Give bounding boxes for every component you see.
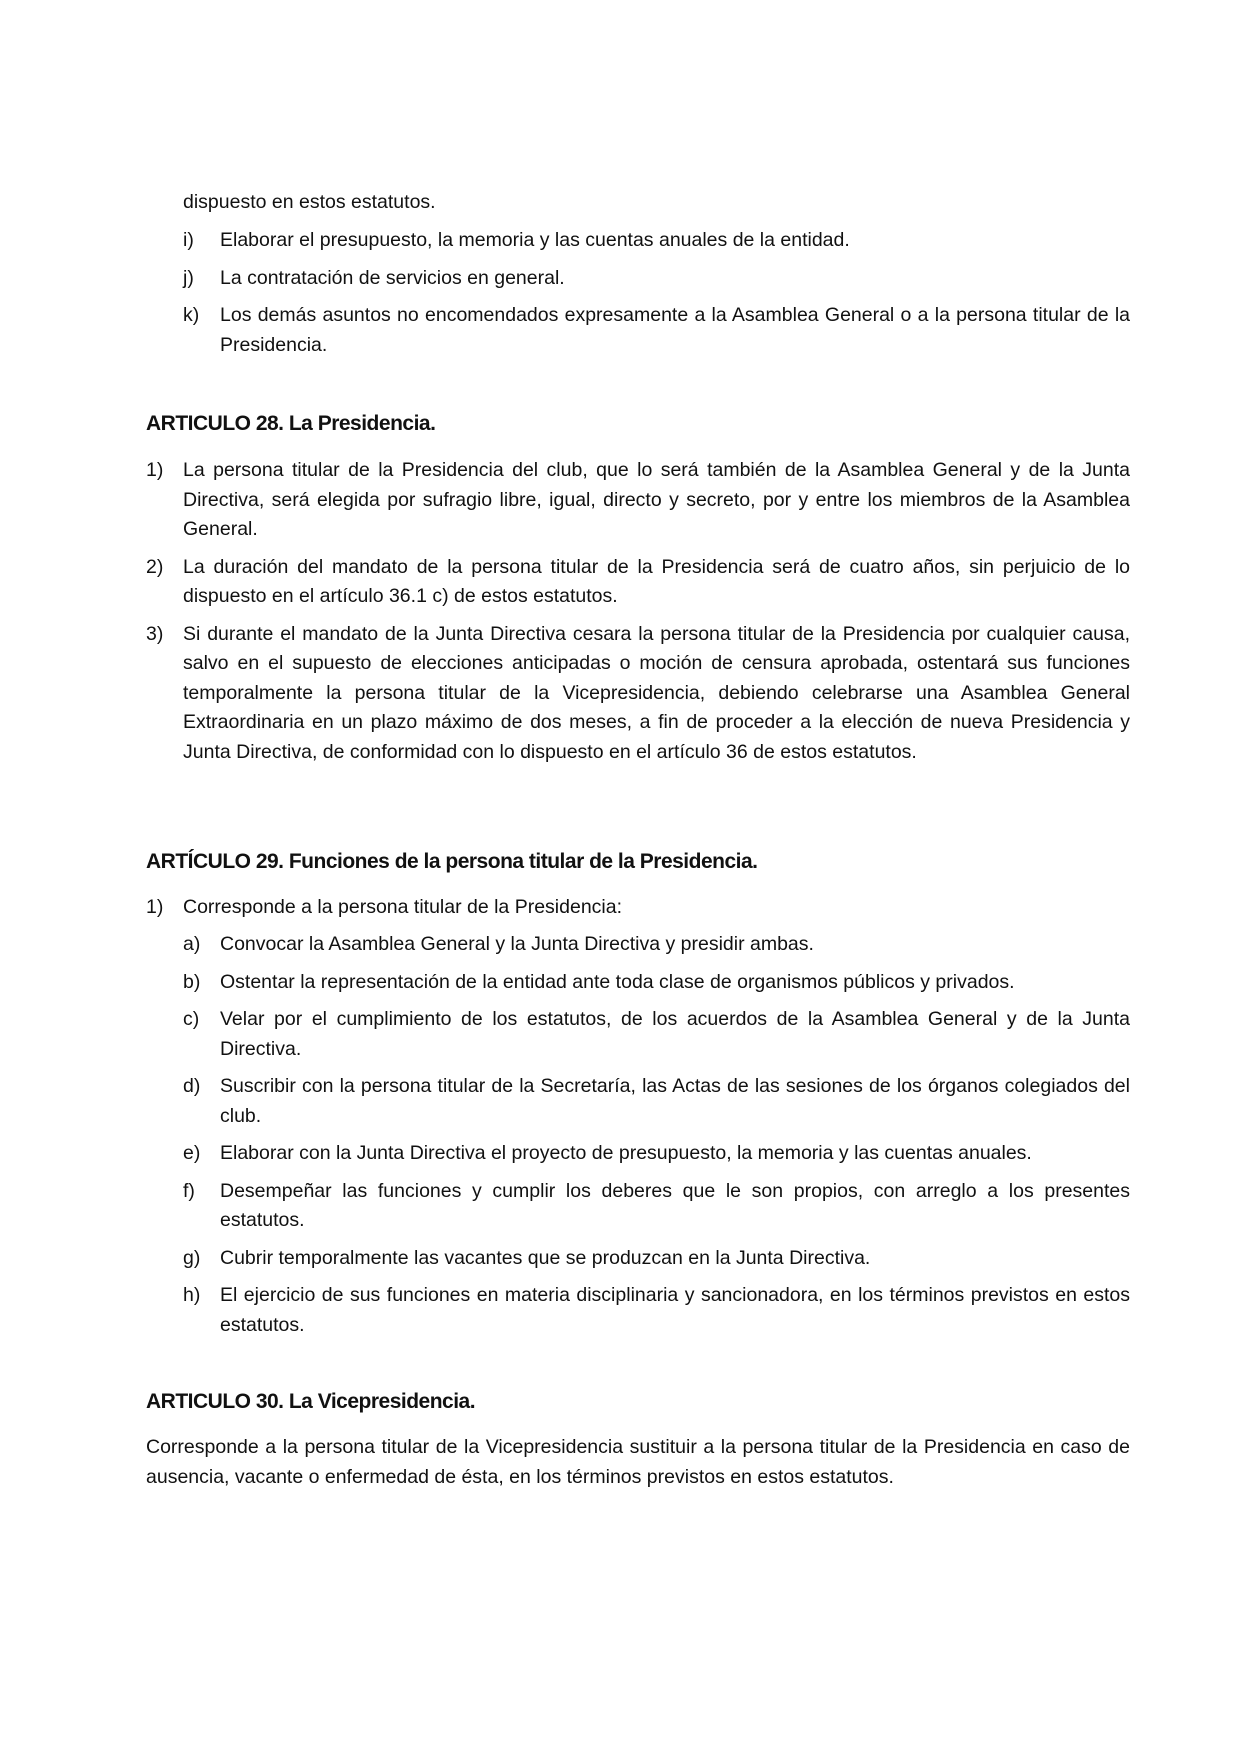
list-item: c) Velar por el cumplimiento de los estatutos, de los acuerdos de la Asamblea General y de la Junta Directiva. (183, 1005, 1130, 1064)
list-item: 1) La persona titular de la Presidencia del club, que lo será también de la Asamblea General y de la Junta Directiva, será elegida por sufragio libre, igual, directo y secreto, por y entre los miembros de la Asamblea General. (146, 456, 1130, 545)
article-29-heading: ARTÍCULO 29. Funciones de la persona titular de la Presidencia. (146, 850, 758, 873)
list-item: j) La contratación de servicios en general. (183, 264, 1130, 294)
list-marker: 1) (146, 896, 164, 918)
list-item: f) Desempeñar las funciones y cumplir los deberes que le son propios, con arreglo a los presentes estatutos. (183, 1177, 1130, 1236)
list-marker: c) (183, 1008, 200, 1030)
continuation-text: dispuesto en estos estatutos. (183, 191, 436, 213)
list-item: h) El ejercicio de sus funciones en materia disciplinaria y sancionadora, en los términos previstos en estos estatutos. (183, 1281, 1130, 1340)
list-marker: j) (183, 266, 194, 289)
list-marker: i) (183, 229, 194, 251)
list-continuation (146, 188, 1130, 218)
list-item: b) Ostentar la representación de la entidad ante toda clase de organismos públicos y privados. (183, 968, 1130, 998)
list-item: e) Elaborar con la Junta Directiva el proyecto de presupuesto, la memoria y las cuentas anuales. (183, 1139, 1130, 1169)
list-item: 1) Corresponde a la persona titular de la Presidencia: (146, 893, 1130, 923)
list-item: i) Elaborar el presupuesto, la memoria y las cuentas anuales de la entidad. (183, 226, 1130, 256)
list-item: 2) La duración del mandato de la persona titular de la Presidencia será de cuatro años, sin perjuicio de lo dispuesto en el artículo 36.1 c) de estos estatutos. (146, 553, 1130, 612)
list-marker: d) (183, 1075, 201, 1097)
list-marker: g) (183, 1246, 201, 1269)
list-marker: h) (183, 1284, 201, 1306)
list-item: g) Cubrir temporalmente las vacantes que se produzcan en la Junta Directiva. (183, 1244, 1130, 1274)
list-marker: k) (183, 304, 200, 326)
list-marker: a) (183, 933, 201, 955)
article-29-list (146, 893, 1130, 931)
list-item: d) Suscribir con la persona titular de la Secretaría, las Actas de las sesiones de los órganos colegiados del club. (183, 1072, 1130, 1131)
article-28-list (146, 456, 1130, 775)
list-item: k) Los demás asuntos no encomendados expresamente a la Asamblea General o a la persona titular de la Presidencia. (183, 301, 1130, 360)
list-marker: f) (183, 1179, 195, 1202)
list-marker: 2) (146, 555, 164, 578)
list-item: a) Convocar la Asamblea General y la Junta Directiva y presidir ambas. (183, 930, 1130, 960)
article-29-sublist (183, 930, 1130, 1348)
list-item: 3) Si durante el mandato de la Junta Directiva cesara la persona titular de la Presidencia por cualquier causa, salvo en el supuesto de elecciones anticipadas o moción de censura aprobada, ostentará sus funciones temporalmente la persona titular de la Vicepresidencia, debiendo celebrarse una Asamblea General Extraordinaria en un plazo máximo de dos meses, a fin de proceder a la elección de nueva Presidencia y Junta Directiva, de conformidad con lo dispuesto en el artículo 36 de estos estatutos. (146, 620, 1130, 768)
top-list (183, 226, 1130, 368)
article-30-text: Corresponde a la persona titular de la Vicepresidencia sustituir a la persona titular de la Presidencia en caso de ausencia, vacante o enfermedad de ésta, en los términos previstos en estos estatutos. (146, 1436, 1130, 1488)
article-30-heading: ARTICULO 30. La Vicepresidencia. (146, 1390, 476, 1413)
list-marker: 3) (146, 622, 164, 645)
list-marker: b) (183, 970, 201, 993)
list-marker: e) (183, 1142, 201, 1164)
article-28-heading: ARTICULO 28. La Presidencia. (146, 412, 436, 435)
list-marker: 1) (146, 459, 164, 481)
